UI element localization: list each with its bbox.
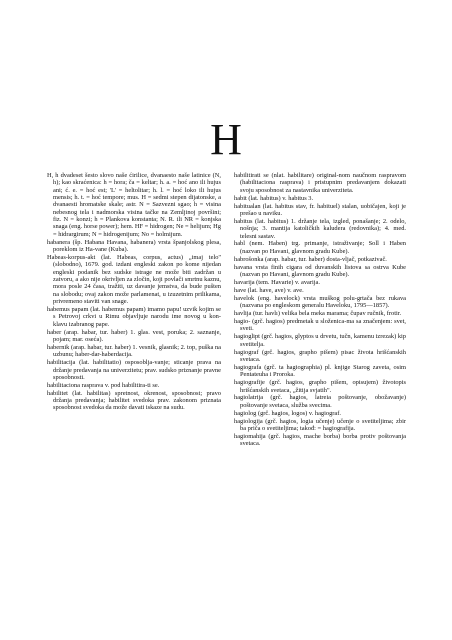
left-column	[47, 172, 221, 412]
dictionary-entry: H, h dvadeset šesto slovo naše ćirilice, dvanaesto naše latinice (N, h); kao skraćenica: h = hora; ča = keltar; h. a. = hoć ano ili hujus ani; ć. e. = hoć est; 'L' = heltolitar; h. l. = hoć loko ili hujus mensis; h. t. = hoć tempore; mus. H = sedmi stepen dijatonske, a dvanaesti hromatske skale; astr. N = Sazvezni sgao; h = visina nebesnog tela i nadmorska visina tačke na Zemljinoj površini; fiz. N = konzi; h = Plankova konstanta; N. R. ili NR = konjska snaga (eng. horse power); hem. HF = hidrogen; Ne = helijum; Hg = hidrargirum; N = hidrogenijum; No = holmijum.	[47, 172, 221, 238]
dictionary-entry: habilitacija (lat. habilitatio) osposoblja-vanje; sticanje prava na držanje predavanja na univerzitetu; prav. sudsko priznanje pravne sposobnosti.	[47, 359, 221, 381]
dictionary-entry: havarija (tem. Havarie) v. avarija.	[234, 278, 320, 286]
dictionary-entry: hagiomahija (grč. hagios, mache borba) borba protiv poštovanja svetaca.	[234, 432, 406, 448]
dictionary-entry: hagio- (grč. hagios) predmetak u složenica-ma sa značenjem: svet, sveti.	[234, 318, 406, 333]
dictionary-entry: havlija (tur. havlı) velika bela meka marama; čupav ručnik, frotir.	[234, 310, 402, 318]
dictionary-entry: habilitaciona rasprava v. pod habilitira-ti se.	[47, 381, 160, 389]
section-letter-heading: H	[210, 115, 242, 164]
dictionary-entry: habl (nem. Haben) trg. primanje, istraživanje; Soll i Haben (nazvan po Havani, glavnom gradu Kube).	[234, 240, 406, 255]
dictionary-entry: habrošonka (arap. habar, tur. haber) dosta-vljač, potkazivač.	[234, 255, 387, 263]
dictionary-entry: hagiolog (grč. hagios, logos) v. hagiograf.	[234, 409, 341, 417]
dictionary-entry: have (lat. have, ave) v. ave.	[234, 286, 304, 294]
dictionary-entry: hagioglipt (grč. hagios, glyptos u drvetu, tučn, kamenu izrezak) kip svetitelja.	[234, 333, 406, 348]
dictionary-entry: habitus (lat. habitus) 1. držanje tela, izgled, ponašanje; 2. odelo, nošnja; 3. mantija katoličkih kaludera (redovnika); 4. med. telesni sastav.	[234, 217, 406, 240]
dictionary-entry: havana vrsta finih cigara od duvanskih listova sa ostrva Kube (nazvan po Havani, glavnom gradu Kube).	[234, 263, 406, 279]
dictionary-entry: haber (arap. habar, tur. haber) 1. glas. vest, poruka; 2. saznanje, pojam; mar. oseća).	[47, 328, 221, 343]
dictionary-entry: hagiograf (grč. hagios, grapho pišem) pisac života hrišćanskih svetaca.	[234, 348, 406, 363]
dictionary-entry: habilitet (lat. habilitas) spretnost, okrenost, sposobnost; pravo držanja predavanja; habilitet svedoka prav. zakonom priznata sposobnost svedoka da može davati iskaze na sudu.	[47, 389, 221, 412]
dictionary-entry: hagiolatrija (grč. hagios, latreia poštovanje, obožavanje) poštovanje svetaca, služba svecima.	[234, 394, 406, 409]
dictionary-entry: havelok (eng. havelock) vrsta muškog polu-grtača bez rukava (nazvana po engleskom generalu Haveloku, 1795—1857).	[234, 294, 406, 310]
dictionary-entry: hagiografije (grč. hagios, grapho pišem, opisujem) životopis hrišćanskih svetaca, „žitija svjatih".	[234, 379, 406, 394]
dictionary-entry: habanera (šp. Habana Havana, habanera) vrsta španjolskog plesa, poreklom iz Ha-vane (Kuba).	[47, 238, 221, 254]
dictionary-entry: hagiologija (grč. hagios, logia učenje) učenje o svetiteljima; zbir ba priča o svetiteljima; takođ: = hagiografija.	[234, 417, 406, 433]
dictionary-entry: habernik (arap. habar, tur. haber) 1. vesnik, glasnik; 2. top, puška na uzbunu; haber-dar-haberdacija.	[47, 343, 221, 359]
dictionary-entry: habitualan (lat. habitus stav, fr. habituel) stalan, uobičajen, koji je prešao u naviku.	[234, 202, 406, 217]
dictionary-entry: habit (lat. habitus) v. habitus 3.	[234, 194, 314, 202]
dictionary-entry: habemus papam (lat. habemus papam) imamo papu! uzvik kojim se s Petrovoj crkvi u Rimu objavljuje narodu ime novog u kon-klavu izabranog pape.	[47, 305, 221, 328]
dictionary-entry: habilitirati se (nlat. habilitare) original-nom naučnom raspravom (habilitaciona rasprava) i pristupnim predavanjem dokazati svoju sposobnost za nastavnika univerziteta.	[234, 172, 406, 194]
dictionary-entry: hagiografa (grč. ta hagiographia) pl. knjige Starog zaveta, osim Pentateuha i Proroka.	[234, 363, 406, 379]
dictionary-entry: Habeas-korpus-akt (lat. Habeas, corpus, actus) „imaj telo" (slobodno), 1679. god. izdani engleski zakon po kome nijedan engleski podanik bez sudske istrage ne može biti zadržan u zatvoru, a ako nije okrivljen za zločin, koji povlači smrtnu kaznu, mora posle 24 časa, tražiti, uz davanje jemstva, da bude pušten na slobodu; ovaj zakon može parlamenat, u izuzetnim prilikama, privremeno staviti van snage.	[47, 253, 221, 306]
right-column	[234, 172, 406, 448]
